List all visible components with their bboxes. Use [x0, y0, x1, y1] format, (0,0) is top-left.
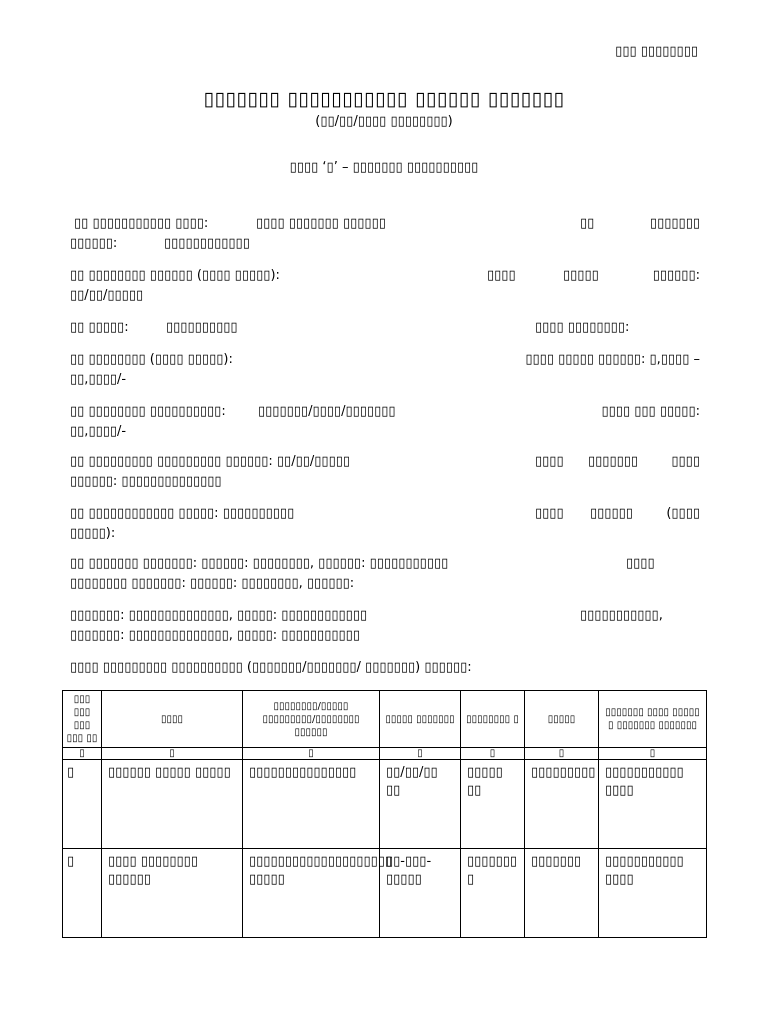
table-index-cell: ▯ [243, 748, 380, 760]
table-cell: ▯▯/▯▯/▯▯ ▯▯ [380, 760, 461, 849]
table-header-row [63, 691, 707, 748]
field-4-right: ▯▯▯▯ ▯▯▯▯▯ ▯▯▯▯▯▯: ▯,▯▯▯▯ – [525, 352, 700, 367]
field-row-2 [70, 266, 700, 306]
table-header-cell: ▯▯▯▯ [102, 691, 243, 748]
table-header-cell: ▯▯▯ ▯▯▯ ▯▯▯ ▯▯▯ ▯▯ [63, 691, 102, 748]
field-row-1 [70, 214, 700, 254]
table-index-cell: ▯ [525, 748, 599, 760]
field-8-line2-value: ▯▯▯▯▯▯▯▯ ▯▯▯▯▯▯▯: ▯▯▯▯▯▯: ▯▯▯▯▯▯▯▯, ▯▯▯▯▯▯: [70, 576, 355, 591]
field-2-line2-value: ▯▯/▯▯/▯▯▯▯▯ [70, 288, 144, 303]
field-3-right: ▯▯▯▯ ▯▯▯▯▯▯▯▯: [535, 320, 630, 335]
table-cell: ▯ [63, 849, 102, 938]
field-6-right-c: ▯▯▯▯ [671, 454, 700, 469]
table-index-cell: ▯ [599, 748, 707, 760]
field-4-label: ▯▯ ▯▯▯▯▯▯▯▯ (▯▯▯▯ ▯▯▯▯▯): [70, 352, 233, 367]
table-header-cell: ▯▯▯▯▯▯▯ ▯▯▯▯ ▯▯▯▯▯ ▯ ▯▯▯▯▯▯▯ ▯▯▯▯▯▯▯ [599, 691, 707, 748]
section-heading: ▯▯▯▯ ‘▯’ – ▯▯▯▯▯▯▯ ▯▯▯▯▯▯▯▯▯▯ [289, 160, 479, 175]
field-row-9 [70, 606, 700, 646]
table-cell: ▯▯▯▯▯▯▯ ▯ [461, 849, 525, 938]
field-2-right-c: ▯▯▯▯▯▯: [652, 268, 700, 283]
field-7-label: ▯▯ ▯▯▯▯▯▯▯▯▯▯▯▯ ▯▯▯▯▯: ▯▯▯▯▯▯▯▯▯▯ [70, 506, 295, 521]
table-index-cell: ▯ [461, 748, 525, 760]
table-cell: ▯ [63, 760, 102, 849]
reference-number: ▯▯▯ ▯▯▯▯▯▯▯▯ [615, 44, 698, 59]
field-3-value: ▯▯▯▯▯▯▯▯▯▯ [166, 320, 238, 335]
table-cell: ▯▯▯▯ ▯▯▯▯▯▯▯▯ ▯▯▯▯▯▯ [102, 849, 243, 938]
details-table [62, 690, 707, 938]
field-4-line2-value: ▯▯,▯▯▯▯/- [70, 372, 127, 387]
field-1-line2-label: ▯▯▯▯▯▯: [70, 236, 118, 251]
field-row-10 [70, 658, 700, 678]
table-header-cell: ▯▯▯▯▯▯▯▯/▯▯▯▯▯ ▯▯▯▯▯▯▯▯▯/▯▯▯▯▯▯▯▯ ▯▯▯▯▯▯ [243, 691, 380, 748]
field-6-right-a: ▯▯▯▯ [535, 454, 564, 469]
table-row [63, 849, 707, 938]
table-index-cell: ▯ [102, 748, 243, 760]
field-row-3 [70, 318, 700, 338]
field-7-line2-value: ▯▯▯▯▯): [70, 526, 116, 541]
field-6-right-b: ▯▯▯▯▯▯▯ [588, 454, 639, 469]
field-row-5 [70, 402, 700, 442]
table-header-cell: ▯▯▯▯▯▯▯▯ ▯ [461, 691, 525, 748]
document-title: ▯▯▯▯▯▯▯ ▯▯▯▯▯▯▯▯▯▯▯ ▯▯▯▯▯▯ ▯▯▯▯▯▯▯ [203, 88, 565, 110]
table-index-row [63, 748, 707, 760]
field-9-label: ▯▯▯▯▯▯▯: ▯▯▯▯▯▯▯▯▯▯▯▯▯▯, ▯▯▯▯▯: ▯▯▯▯▯▯▯▯▯▯▯▯ [70, 608, 368, 623]
table-index-cell: ▯ [63, 748, 102, 760]
field-7-right-a: ▯▯▯▯ [535, 506, 564, 521]
field-7-right-c: (▯▯▯▯ [666, 506, 700, 521]
field-1-value: ▯▯▯▯ ▯▯▯▯▯▯▯ ▯▯▯▯▯▯ [256, 216, 386, 231]
table-cell: ▯▯▯▯▯▯▯▯▯ [525, 760, 599, 849]
field-10-label: ▯▯▯▯ ▯▯▯▯▯▯▯▯▯ ▯▯▯▯▯▯▯▯▯▯ (▯▯▯▯▯▯▯/▯▯▯▯▯▯▯/ ▯▯▯▯▯▯▯) ▯▯▯▯▯▯: [70, 660, 472, 675]
field-9-right: ▯▯▯▯▯▯▯▯▯▯▯, [580, 608, 663, 623]
table-cell: ▯▯▯▯▯▯ ▯▯▯▯▯ ▯▯▯▯▯ [102, 760, 243, 849]
field-row-6 [70, 452, 700, 492]
table-cell: ▯▯▯▯▯▯▯ [525, 849, 599, 938]
field-5-label: ▯▯ ▯▯▯▯▯▯▯▯ ▯▯▯▯▯▯▯▯▯▯: [70, 404, 226, 419]
field-row-4 [70, 350, 700, 390]
field-5-value: ▯▯▯▯▯▯▯/▯▯▯▯/▯▯▯▯▯▯▯ [258, 404, 396, 419]
field-2-label: ▯▯ ▯▯▯▯▯▯▯▯ ▯▯▯▯▯▯ (▯▯▯▯ ▯▯▯▯▯): [70, 268, 280, 283]
field-7-right-b: ▯▯▯▯▯▯ [590, 506, 633, 521]
field-1-right-label-b: ▯▯▯▯▯▯▯ [649, 216, 700, 231]
field-9-line2-value: ▯▯▯▯▯▯▯: ▯▯▯▯▯▯▯▯▯▯▯▯▯▯, ▯▯▯▯▯: ▯▯▯▯▯▯▯▯▯▯▯ [70, 628, 360, 643]
table-header-cell: ▯▯▯▯▯ ▯▯▯▯▯▯▯ [380, 691, 461, 748]
field-2-right-a: ▯▯▯▯ [487, 268, 516, 283]
table-cell: ▯▯▯▯▯▯▯▯▯▯▯ ▯▯▯▯ [599, 760, 707, 849]
table-cell: ▯▯▯▯▯▯▯▯▯▯▯▯▯▯▯ [243, 760, 380, 849]
field-5-right: ▯▯▯▯ ▯▯▯ ▯▯▯▯▯: [601, 404, 700, 419]
field-1-label: ▯▯ ▯▯▯▯▯▯▯▯▯▯▯ ▯▯▯▯: [74, 216, 209, 231]
field-1-line2-value: ▯▯▯▯▯▯▯▯▯▯▯▯ [164, 236, 250, 251]
field-1-right-label-a: ▯▯ [580, 216, 595, 231]
table-row [63, 760, 707, 849]
field-2-right-b: ▯▯▯▯▯ [563, 268, 599, 283]
field-8-label: ▯▯ ▯▯▯▯▯▯▯ ▯▯▯▯▯▯▯: ▯▯▯▯▯▯: ▯▯▯▯▯▯▯▯, ▯▯▯▯▯▯: ▯▯▯▯▯▯▯▯▯▯▯ [70, 556, 449, 571]
table-cell: ▯▯▯▯▯▯▯▯▯▯▯ ▯▯▯▯ [599, 849, 707, 938]
field-8-right: ▯▯▯▯ [626, 556, 655, 571]
table-cell: ▯▯▯▯▯ ▯▯ [461, 760, 525, 849]
table-cell: ▯▯-▯▯▯- ▯▯▯▯▯ [380, 849, 461, 938]
field-6-line2-value: ▯▯▯▯▯▯: ▯▯▯▯▯▯▯▯▯▯▯▯▯▯ [70, 474, 222, 489]
field-3-label: ▯▯ ▯▯▯▯▯: [70, 320, 129, 335]
field-row-8 [70, 554, 700, 594]
table-index-cell: ▯ [380, 748, 461, 760]
field-row-7 [70, 504, 700, 544]
field-5-line2-value: ▯▯,▯▯▯▯/- [70, 424, 127, 439]
field-6-label: ▯▯ ▯▯▯▯▯▯▯▯▯ ▯▯▯▯▯▯▯▯▯ ▯▯▯▯▯▯: ▯▯/▯▯/▯▯▯▯▯ [70, 454, 351, 469]
table-header-cell: ▯▯▯▯▯ [525, 691, 599, 748]
document-subtitle: (▯▯/▯▯/▯▯▯▯ ▯▯▯▯▯▯▯▯) [315, 114, 453, 129]
table-cell: ▯▯▯▯▯▯▯▯▯▯▯▯▯▯▯▯▯▯▯▯ ▯▯▯▯▯ [243, 849, 380, 938]
